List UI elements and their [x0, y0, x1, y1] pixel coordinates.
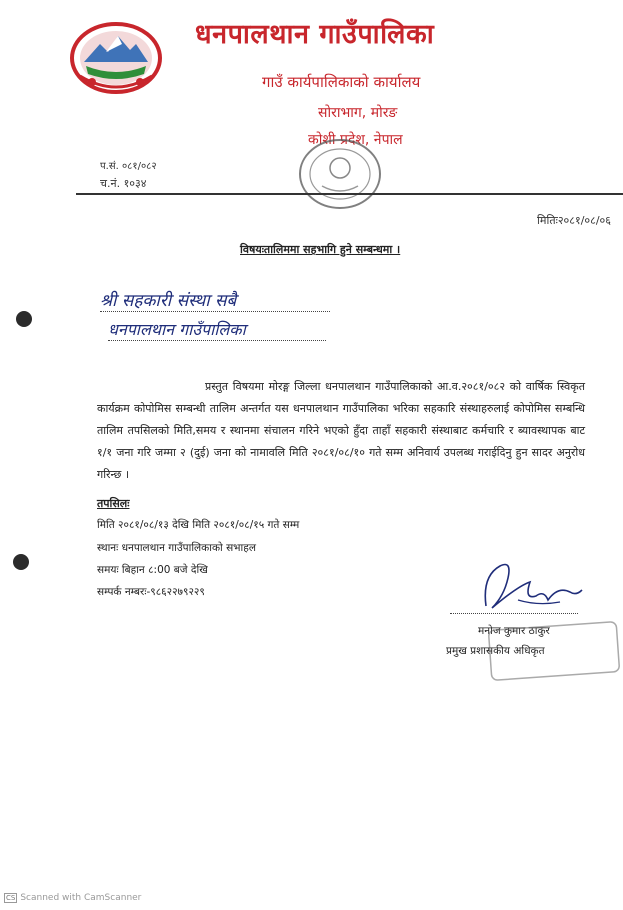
scanner-footer-text: Scanned with CamScanner — [20, 893, 142, 903]
body-text: प्रस्तुत विषयमा मोरङ्ग जिल्ला धनपालथान गाउँपालिकाको आ.व.२०८१/०८२ को वार्षिक स्विकृत कार्यक्रम कोपोमिस सम्बन्धी तालिम अन्तर्गत यस धनपालथान गाउँपालिका भरिका सहकारि संस्थाहरुलाई कोपोमिस सम्बन्धि तालिम तपसिलको मिति,समय र स्थानमा संचालन गरिने भएको हुँदा ताहाँ सहकारी संस्थाबाट कर्मचारि र ब्यावस्थापक बाट १/१ जना गरि जम्मा २ (दुई) जना को नामावलि मिति २०८१/०८/१० गते सम्म अनिवार्य उपलब्ध गराईदिनु हुन सादर अनुरोध गरिन्छ । — [97, 380, 585, 481]
signature-stamp-icon — [486, 620, 623, 682]
recipient-line-1: श्री सहकारी संस्था सबै — [100, 288, 330, 312]
letter-body — [97, 376, 585, 486]
camscanner-logo: CS — [6, 894, 16, 902]
detail-item: सम्पर्क नम्बरः-९८६२२७९२२९ — [97, 586, 205, 598]
reference-number: प.सं. ०८१/०८२ — [100, 161, 157, 172]
detail-item: समयः बिहान ८:00 बजे देखि — [97, 564, 208, 576]
signature-line — [450, 613, 578, 614]
office-seal-icon — [292, 132, 388, 216]
letter-subject: विषयःतालिममा सहभागि हुने सम्बन्धमा । — [240, 243, 401, 256]
header-divider — [76, 193, 623, 195]
signatory-position: प्रमुख प्रशासकीय अधिकृत — [446, 645, 545, 657]
office-name: गाउँ कार्यपालिकाको कार्यालय — [262, 73, 421, 91]
org-name: धनपालथान गाउँपालिका — [195, 19, 435, 50]
office-location: सोराभाग, मोरङ — [318, 105, 398, 121]
scanner-footer — [4, 893, 141, 903]
details-heading: तपसिलः — [97, 497, 130, 510]
office-province: कोशी प्रदेश, नेपाल — [308, 132, 403, 148]
dispatch-number: च.नं. १०३४ — [100, 177, 147, 190]
letter-date: मितिः२०८१/०८/०६ — [537, 214, 611, 227]
punch-hole — [16, 311, 32, 327]
nepal-emblem-icon — [70, 22, 162, 94]
recipient-line-2: धनपालथान गाउँपालिका — [108, 318, 326, 341]
detail-item: स्थानः धनपालथान गाउँपालिकाको सभाहल — [97, 542, 256, 554]
punch-hole — [13, 554, 29, 570]
signature-icon — [478, 556, 586, 618]
detail-item: मिति २०८१/०८/१३ देखि मिति २०८१/०८/१५ गते सम्म — [97, 519, 300, 531]
signatory-name: मनोज कुमार ठाकुर — [478, 625, 550, 637]
